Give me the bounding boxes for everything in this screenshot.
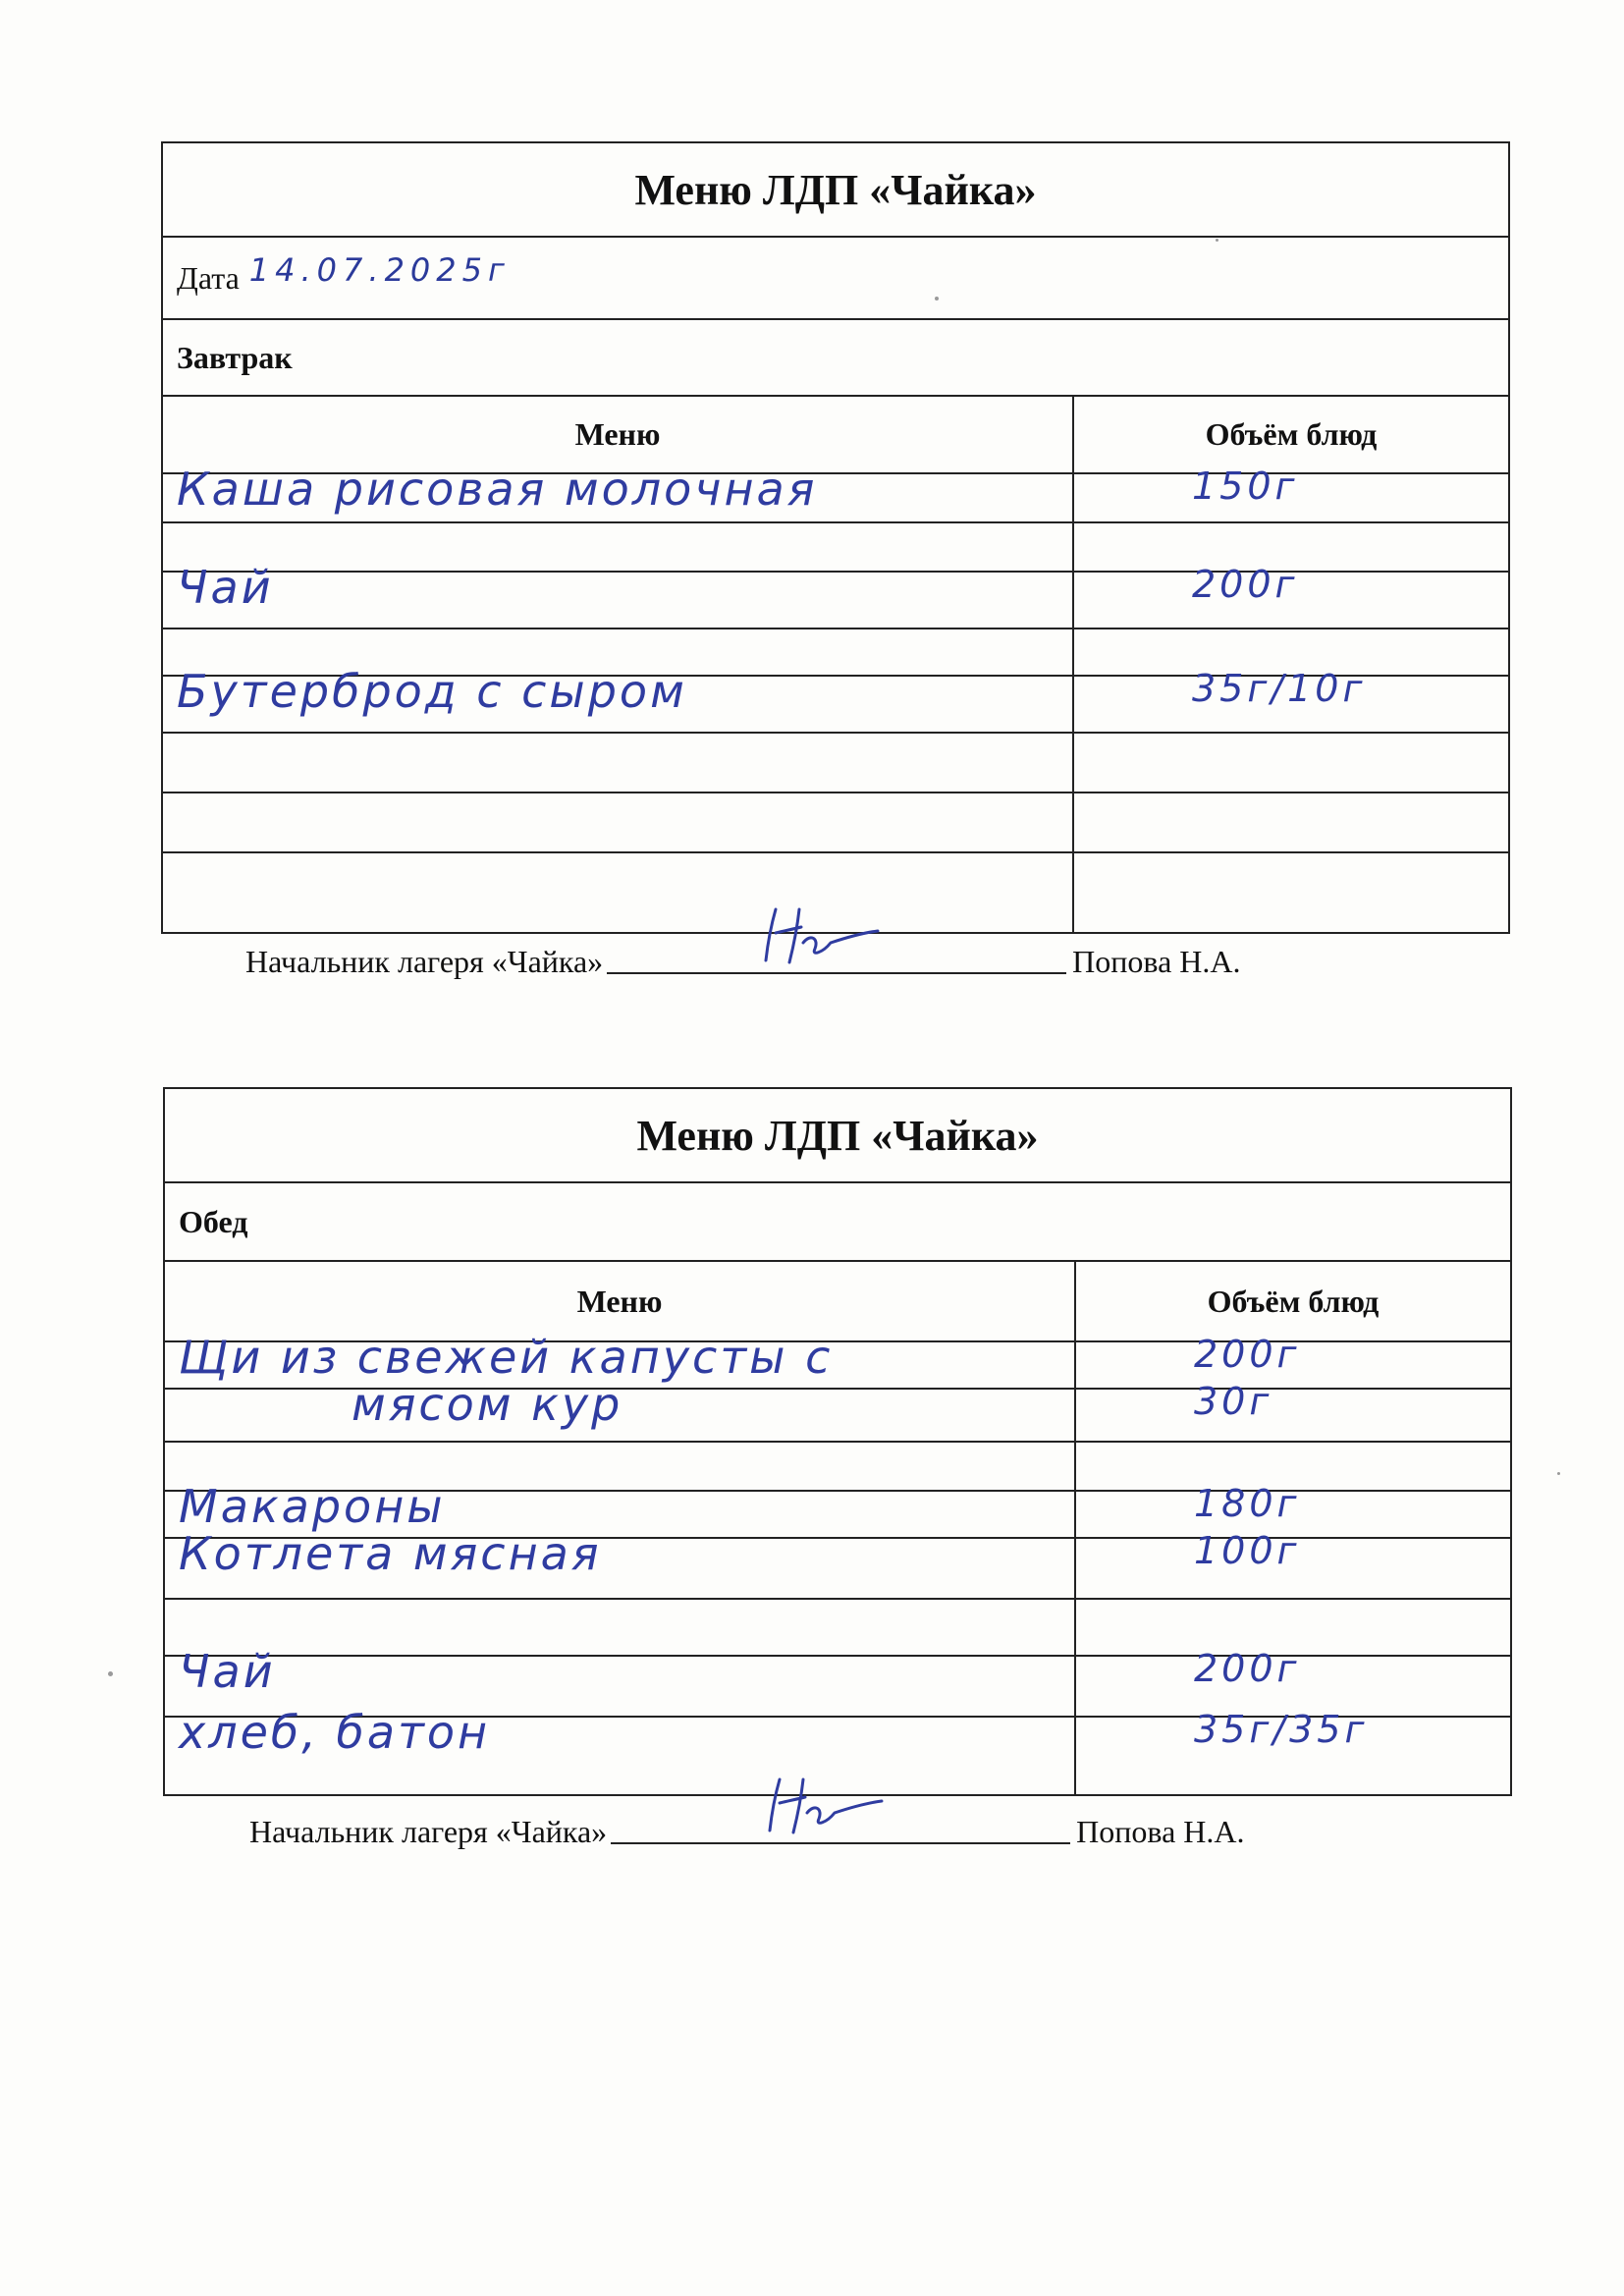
signature-line (249, 1803, 1245, 1850)
volume-value: 180г (1194, 1482, 1301, 1525)
signature-field (611, 1803, 1070, 1844)
col-volume-header: Объём блюд (1207, 1283, 1380, 1319)
table-row (165, 1378, 1510, 1443)
volume-value: 200г (1192, 563, 1299, 606)
meal-label: Завтрак (163, 320, 1508, 397)
table-row (163, 463, 1508, 523)
scan-speck (108, 1671, 113, 1676)
menu-item: Чай (177, 561, 274, 614)
volume-value: 100г (1194, 1529, 1301, 1572)
menu-item: Макароны (179, 1480, 446, 1533)
table-row (165, 1527, 1510, 1600)
signature-line (245, 933, 1241, 980)
menu-item: Щи из свежей капусты с (179, 1331, 834, 1384)
col-menu-header: Меню (163, 397, 1074, 472)
table-row (165, 1600, 1510, 1657)
signature-name: Попова Н.А. (1072, 944, 1241, 979)
table-row (163, 561, 1508, 629)
volume-value: 200г (1194, 1647, 1301, 1690)
breakfast-menu-form (161, 141, 1510, 934)
volume-value: 30г (1194, 1380, 1273, 1423)
volume-value: 150г (1192, 465, 1299, 508)
table-row (163, 793, 1508, 853)
table-row (163, 734, 1508, 793)
menu-item: Котлета мясная (179, 1527, 602, 1580)
menu-item: хлеб, батон (179, 1706, 491, 1759)
volume-value: 35г/35г (1194, 1708, 1369, 1751)
form-title: Меню ЛДП «Чайка» (165, 1089, 1510, 1183)
table-row (163, 665, 1508, 734)
col-menu-header: Меню (165, 1262, 1076, 1340)
menu-item: Каша рисовая молочная (177, 463, 818, 516)
date-value: 14.07.2025г (248, 251, 511, 289)
signature-field (607, 933, 1066, 974)
volume-value: 200г (1194, 1333, 1301, 1376)
menu-item: Бутерброд с сыром (177, 665, 687, 718)
date-label: Дата (177, 259, 240, 296)
handwritten-signature-icon (754, 903, 882, 966)
meal-label: Обед (165, 1183, 1510, 1262)
lunch-menu-form (163, 1087, 1512, 1796)
date-row (163, 238, 1508, 320)
volume-value: 35г/10г (1192, 667, 1367, 710)
signature-name: Попова Н.А. (1076, 1814, 1245, 1849)
form-title: Меню ЛДП «Чайка» (163, 143, 1508, 238)
signature-label: Начальник лагеря «Чайка» (249, 1814, 608, 1849)
menu-item: мясом кур (352, 1378, 623, 1431)
scan-speck (1557, 1472, 1560, 1475)
handwritten-signature-icon (758, 1774, 886, 1836)
col-volume-header: Объём блюд (1205, 416, 1378, 452)
menu-item: Чай (179, 1645, 276, 1698)
table-row (163, 523, 1508, 573)
signature-label: Начальник лагеря «Чайка» (245, 944, 604, 979)
